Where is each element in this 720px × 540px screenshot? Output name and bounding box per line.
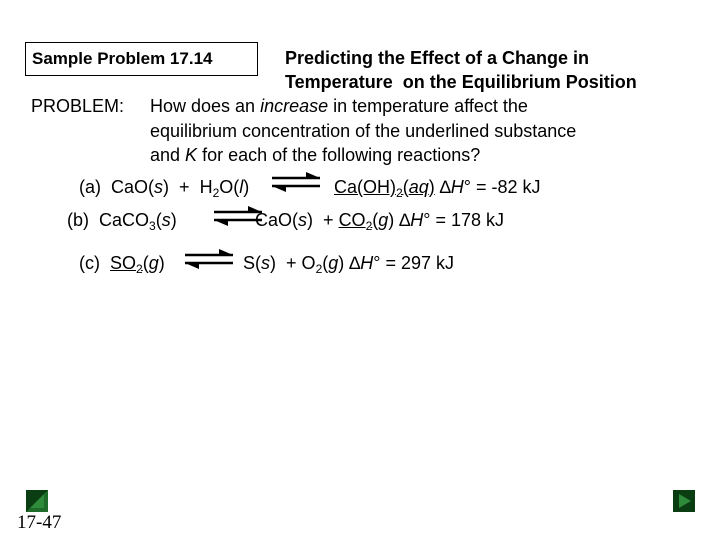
- equilibrium-arrow-icon: [270, 172, 322, 192]
- question-line-2: equilibrium concentration of the underlined substance: [150, 120, 577, 141]
- problem-label: PROBLEM:: [31, 96, 125, 116]
- title-line-1: Predicting the Effect of a Change in: [285, 48, 590, 68]
- reaction-a-products: [334, 175, 540, 199]
- reaction-b-reactants: [67, 208, 177, 232]
- question-line-3: and K for each of the following reactions?: [150, 145, 481, 165]
- reaction-c-tag: (c): [79, 253, 100, 273]
- title-line-2: Temperature on the Equilibrium Position: [285, 72, 637, 92]
- sample-problem-label: Sample Problem 17.14: [25, 42, 258, 76]
- reaction-b-products: $CaO(s) + CO_2(g) \Delta H^\circ = 178$ kJ: [255, 210, 505, 233]
- reaction-c-product-2: $O_2(g)$: [301, 253, 345, 276]
- reaction-a-product-underlined: $Ca(OH)_2(aq)$: [334, 177, 435, 200]
- previous-slide-icon[interactable]: [26, 490, 48, 512]
- problem-question: [150, 94, 576, 168]
- reaction-c-reactant-underlined: $SO_2$: [110, 253, 143, 276]
- reaction-a-enthalpy: ∆H° = -82 kJ: [439, 177, 541, 197]
- problem-title: [285, 46, 637, 94]
- question-line-1: How does an increase in temperature affect the: [150, 96, 528, 116]
- reaction-b-product-underlined: $CO_2$: [338, 210, 373, 233]
- reaction-b-reactant-1: CaCO$_3$(s): [99, 210, 177, 233]
- reaction-c-products: $S(s) + O_2(g) \Delta H^\circ = 297$ kJ: [243, 253, 455, 276]
- next-slide-icon[interactable]: [673, 490, 695, 512]
- equilibrium-arrow-icon: [183, 249, 235, 269]
- reaction-a-reactant-2: $H_2O(l)$: [199, 177, 250, 200]
- reaction-c-product-1: S(s): [243, 253, 276, 273]
- slide-number: 17-47: [17, 512, 62, 533]
- reaction-a-reactant-1: CaO(s): [111, 177, 170, 197]
- reaction-b-product-1: CaO(s): [255, 210, 314, 230]
- reaction-b-enthalpy: ∆H° = 178 kJ: [399, 210, 505, 230]
- reaction-a-tag: (a): [79, 177, 101, 197]
- reaction-c-reactants: (c) $SO_2(g)$: [79, 253, 165, 276]
- reaction-a-reactants: (a) $CaO(s) + H_2O(l)$: [79, 177, 250, 200]
- reaction-c-enthalpy: ∆H° = 297 kJ: [349, 253, 455, 273]
- reaction-b-tag: (b): [67, 210, 89, 230]
